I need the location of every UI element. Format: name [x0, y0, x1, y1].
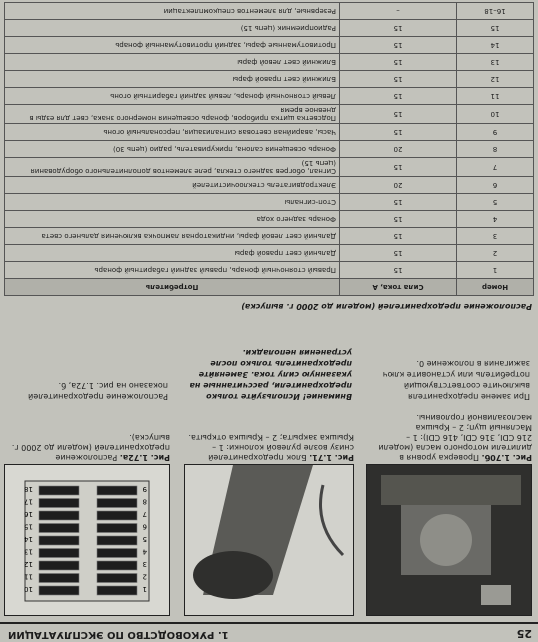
- page-number: 25: [516, 627, 532, 640]
- fuse-number-label: 4: [142, 547, 147, 556]
- fuse-number-cell: 15: [457, 20, 534, 37]
- fuse-consumer-cell: Подсветка щитка приборов, фонарь освещения номерного знака, свет для езды в дневное время: [5, 105, 340, 124]
- fuse-slot: [97, 499, 137, 508]
- fuse-current-cell: 15: [340, 88, 457, 105]
- fuse-number-cell: 16–18: [457, 3, 534, 20]
- table-row: [5, 20, 534, 37]
- fuse-number-label: 2: [142, 572, 147, 581]
- fuse-consumer-cell: Ближний свет левой фары: [5, 54, 340, 71]
- paragraph-fuse-location: Расположение предохранителей показано на рис. 1.72а, б.: [28, 381, 168, 401]
- fuse-number-cell: 8: [457, 141, 534, 158]
- fuse-number-label: 14: [24, 535, 33, 543]
- table-row: [5, 54, 534, 71]
- fuse-box-diagram: [4, 464, 170, 616]
- fuse-consumer-cell: Правый стояночный фонарь, правый задний габаритный фонарь: [5, 262, 340, 279]
- fuse-slot: [39, 511, 79, 520]
- fuse-consumer-cell: Дальний свет правой фары: [5, 245, 340, 262]
- table-row: [5, 37, 534, 54]
- fuse-current-cell: 15: [340, 211, 457, 228]
- steering-column-photo: [184, 464, 354, 616]
- engine-photo: [366, 464, 532, 616]
- fuse-current-cell: 20: [340, 141, 457, 158]
- fuse-number-label: 17: [24, 497, 33, 506]
- col-consumer: Потребитель: [5, 279, 340, 296]
- fuse-consumer-cell: Ближний свет правой фары: [5, 71, 340, 88]
- fuse-slot: [39, 574, 79, 583]
- fuse-number-label: 3: [142, 560, 147, 568]
- fuse-number-label: 11: [24, 572, 33, 581]
- warning-text: Внимание! Используйте только предохранители, рассчитанные на указанную силу тока. Заменяйте предохранитель только после устранения неполадки.: [189, 348, 352, 401]
- fuse-number-label: 9: [142, 485, 147, 493]
- fuse-table: [4, 2, 534, 296]
- fuse-current-cell: 15: [340, 245, 457, 262]
- fuse-slot: [97, 511, 137, 520]
- fuse-number-label: 12: [24, 560, 33, 568]
- fuse-current-cell: 15: [340, 20, 457, 37]
- fuse-slot: [97, 586, 137, 595]
- fuse-slot: [39, 486, 79, 495]
- section-title: 1. РУКОВОДСТВО ПО ЭКСПЛУАТАЦИИ: [8, 629, 229, 640]
- fuse-current-cell: 15: [340, 124, 457, 141]
- fuse-number-cell: 1: [457, 262, 534, 279]
- fuse-consumer-cell: Левый стояночный фонарь, левый задний габаритный огонь: [5, 88, 340, 105]
- fuse-slot: [39, 499, 79, 508]
- col-number: Номер: [457, 279, 534, 296]
- fuse-number-label: 16: [24, 510, 33, 518]
- fig1-71-label: Рис. 1.71.: [309, 453, 354, 462]
- fuse-slot: [39, 536, 79, 545]
- table-row: [5, 194, 534, 211]
- fuse-slot: [39, 561, 79, 570]
- engine-photo-drawing: [367, 465, 531, 615]
- fuse-number-cell: 11: [457, 88, 534, 105]
- fuse-number-cell: 13: [457, 54, 534, 71]
- table-row: [5, 71, 534, 88]
- fuse-current-cell: 15: [340, 228, 457, 245]
- fig1-71-legend: 1 – Крышка закрыта; 2 – Крышка открыта.: [188, 433, 354, 452]
- fuse-slot: [97, 486, 137, 495]
- fig1-72a-label: Рис. 1.72а.: [119, 453, 170, 462]
- fuse-number-label: 1: [142, 585, 147, 593]
- fuse-current-cell: 15: [340, 194, 457, 211]
- fuse-number-label: 18: [24, 485, 33, 493]
- table-row: [5, 211, 534, 228]
- fuse-number-cell: 10: [457, 105, 534, 124]
- fuse-consumer-cell: Радиоприемник (цепь 15): [5, 20, 340, 37]
- fuse-number-label: 13: [24, 547, 33, 556]
- col-current: Сила тока, А: [340, 279, 457, 296]
- fuse-slot: [39, 524, 79, 533]
- table-row: [5, 228, 534, 245]
- fuse-current-cell: 15: [340, 158, 457, 177]
- fuse-consumer-cell: Дальний свет левой фары, индикаторная лампочка включения дальнего света: [5, 228, 340, 245]
- fuse-number-label: 10: [24, 585, 33, 593]
- fuse-slot: [97, 561, 137, 570]
- page-header: [0, 622, 538, 642]
- fuse-slot: [97, 549, 137, 558]
- table-header-row: [5, 279, 534, 296]
- fuse-number-cell: 2: [457, 245, 534, 262]
- fuse-current-cell: 20: [340, 177, 457, 194]
- fuse-current-cell: 15: [340, 105, 457, 124]
- fuse-number-cell: 5: [457, 194, 534, 211]
- caption-fig1-72a: [6, 432, 170, 462]
- fuse-current-cell: 15: [340, 262, 457, 279]
- fuse-number-label: 5: [142, 535, 147, 543]
- table-row: [5, 158, 534, 177]
- fig1-70b-caption: Проверка уровня в дилители моторного масла (модели 216 CDI, 316 CDI, 416 CDI):: [378, 433, 532, 462]
- steering-column-drawing: [185, 465, 353, 615]
- fuse-number-cell: 14: [457, 37, 534, 54]
- fuse-consumer-cell: Фонарь освещения салона, прикуриватель, радио (цепь 30): [5, 141, 340, 158]
- fuse-consumer-cell: Сигнал, обогрев заднего стекла, реле элементов дополнительного оборудования (цепь 15): [5, 158, 340, 177]
- fuse-consumer-cell: Резервные, для элементов спецкомплектации: [5, 3, 340, 20]
- fuse-current-cell: 15: [340, 37, 457, 54]
- fig1-70b-label: Рис. 1.70б.: [481, 453, 532, 462]
- table-title: Расположение предохранителей (модели до 2000 г. выпуска): [241, 302, 532, 311]
- fuse-number-label: 8: [142, 497, 147, 506]
- fuse-consumer-cell: Стоп-сигналы: [5, 194, 340, 211]
- fuse-current-cell: –: [340, 3, 457, 20]
- fuse-current-cell: 15: [340, 71, 457, 88]
- fuse-table-body: [5, 3, 534, 279]
- fuse-slot: [39, 586, 79, 595]
- fuse-slot: [97, 574, 137, 583]
- fuse-consumer-cell: Противотуманные фары, задний противотуманный фонарь: [5, 37, 340, 54]
- fuse-number-cell: 7: [457, 158, 534, 177]
- table-row: [5, 177, 534, 194]
- fuse-current-cell: 15: [340, 54, 457, 71]
- fig1-70b-legend: 1 – Масляный щуп; 2 – Крышка маслозаливной горловины.: [406, 413, 532, 442]
- table-row: [5, 88, 534, 105]
- fuse-slot: [97, 536, 137, 545]
- fig1-71-caption: Блок предохранителей снизу возле рулевой колонки:: [208, 443, 354, 462]
- fuse-consumer-cell: Электродвигатель стеклоочистителей: [5, 177, 340, 194]
- caption-fig1-70b: [368, 412, 532, 462]
- fuse-number-cell: 9: [457, 124, 534, 141]
- fuse-consumer-cell: Часы, аварийная световая сигнализация, персональный огонь: [5, 124, 340, 141]
- fuse-consumer-cell: Фонарь заднего хода: [5, 211, 340, 228]
- table-row: [5, 105, 534, 124]
- table-row: [5, 141, 534, 158]
- paragraph-replace-fuse: При замене предохранителя выключите соответствующий потребитель или установите ключ зажигания в положение 0.: [382, 359, 530, 401]
- fuse-number-cell: 4: [457, 211, 534, 228]
- table-row: [5, 262, 534, 279]
- fuse-slot: [39, 549, 79, 558]
- table-row: [5, 3, 534, 20]
- table-row: [5, 245, 534, 262]
- fuse-number-label: 7: [142, 510, 147, 518]
- fuse-number-label: 6: [142, 522, 147, 531]
- fuse-slot: [97, 524, 137, 533]
- fuse-number-cell: 6: [457, 177, 534, 194]
- fuse-number-label: 15: [24, 522, 33, 531]
- caption-fig1-71: [186, 432, 354, 462]
- fuse-number-cell: 12: [457, 71, 534, 88]
- table-row: [5, 124, 534, 141]
- fuse-number-cell: 3: [457, 228, 534, 245]
- fig1-72a-caption: Расположение предохранителей (модели до 2000 г. выпуска).: [11, 433, 170, 462]
- fuse-box-drawing: [5, 465, 169, 615]
